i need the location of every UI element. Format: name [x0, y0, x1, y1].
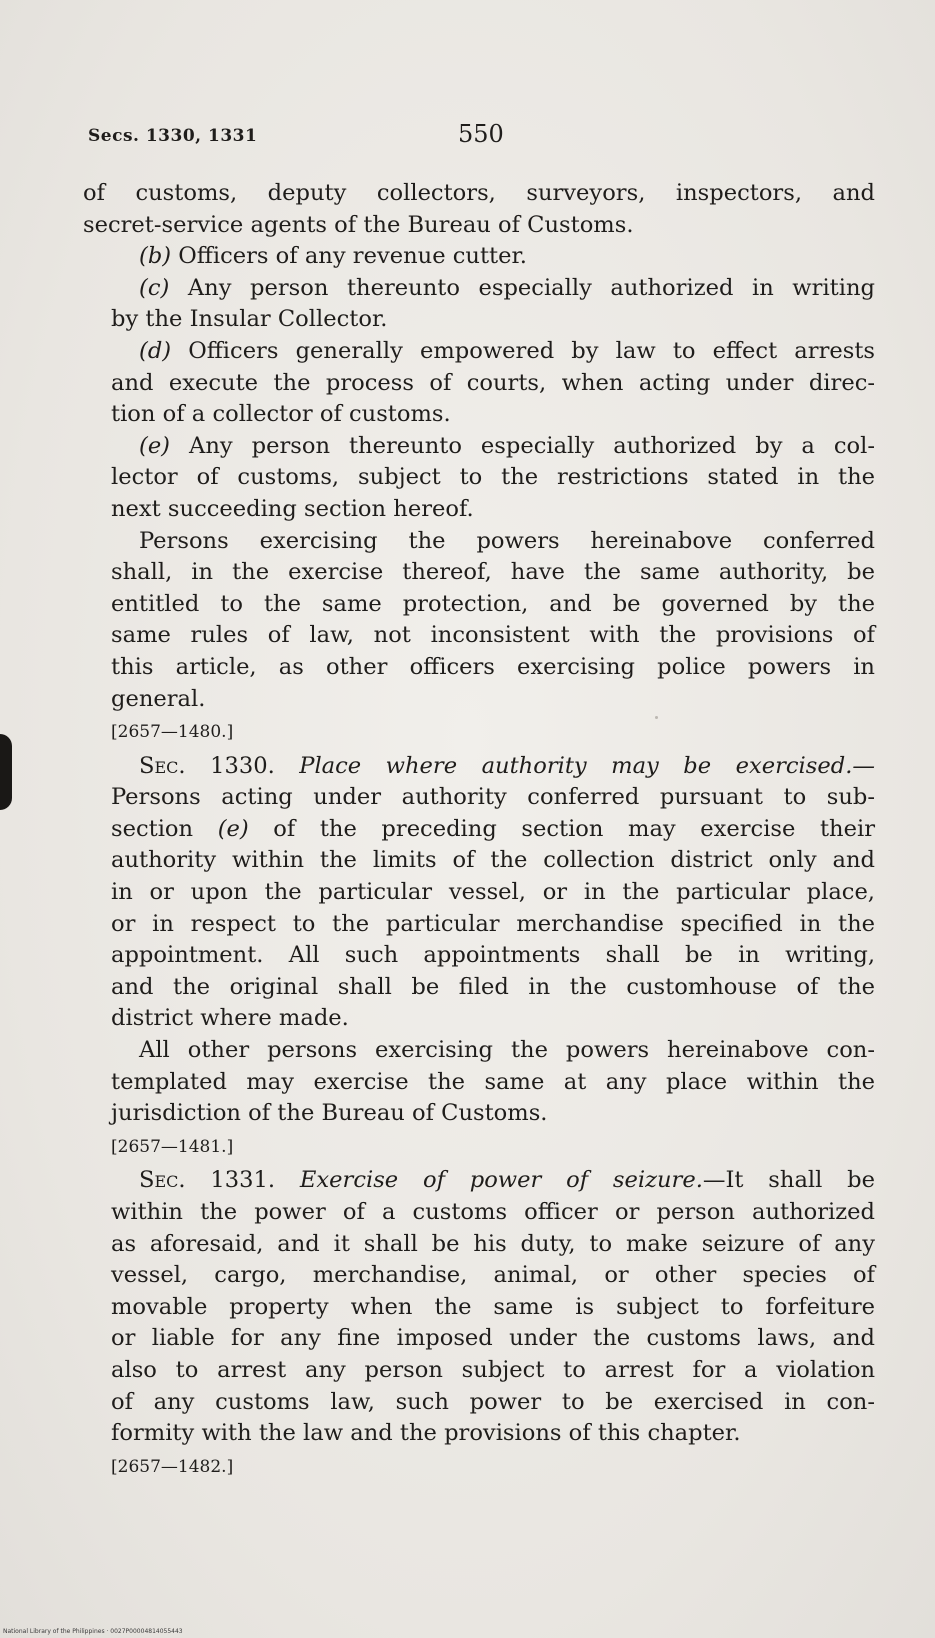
section-1330-heading — [83, 751, 875, 783]
text-line: secret-service agents of the Bureau of Customs. — [83, 211, 634, 238]
line-part: of the preceding section may exercise their — [273, 815, 876, 842]
text-line: in or upon the particular vessel, or in the particular place, — [111, 879, 875, 906]
text-line: by the Insular Collector. — [111, 306, 388, 333]
text-line: shall, in the exercise thereof, have the same authority, be — [111, 559, 875, 586]
paragraph-d — [83, 336, 875, 431]
paragraph-continuation — [83, 178, 875, 241]
text-line: this article, as other officers exercising police powers in — [111, 653, 875, 680]
text-line — [83, 814, 875, 846]
text-line: same rules of law, not inconsistent with the provisions of — [111, 622, 875, 649]
text-line: tion of a collector of customs. — [111, 401, 451, 428]
text-line: and execute the process of courts, when acting under direc- — [111, 369, 875, 396]
paragraph-persons-exercising — [83, 526, 875, 716]
text-line: next succeeding section hereof. — [111, 495, 474, 522]
paper-speck — [655, 716, 658, 719]
text-line: authority within the limits of the collection district only and — [111, 847, 875, 874]
text-line: jurisdiction of the Bureau of Customs. — [111, 1100, 548, 1127]
item-label-b: (b) — [139, 243, 172, 270]
citation-1482: [2657—1482.] — [111, 1456, 234, 1477]
text-line: as aforesaid, and it shall be his duty, to make seizure of any — [111, 1230, 875, 1257]
text-line: and the original shall be filed in the customhouse of the — [111, 973, 875, 1000]
text-line: Persons acting under authority conferred pursuant to sub- — [111, 784, 875, 811]
section-1330 — [83, 751, 875, 1035]
page-number: 550 — [458, 120, 504, 148]
page-body — [83, 178, 875, 1485]
sections-label: Secs. 1330, 1331 — [88, 126, 258, 146]
text-line: also to arrest any person subject to arrest for a violation — [111, 1356, 875, 1383]
subsection-ref: (e) — [217, 815, 249, 842]
item-text: Officers of any revenue cutter. — [178, 243, 527, 270]
citation-1480: [2657—1480.] — [111, 722, 234, 743]
text-line: or liable for any fine imposed under the customs laws, and — [111, 1325, 875, 1352]
text-line: general. — [111, 685, 206, 712]
page-header — [88, 122, 858, 152]
line-part: section — [111, 815, 194, 842]
text-line: All other persons exercising the powers hereinabove con- — [139, 1037, 875, 1064]
text-line: vessel, cargo, merchandise, animal, or other species of — [111, 1262, 875, 1289]
scan-edge-shadow — [0, 734, 12, 810]
heading-continuation: —It shall be — [702, 1167, 875, 1194]
text-line: entitled to the same protection, and be governed by the — [111, 590, 875, 617]
paragraph-e — [83, 431, 875, 526]
text-line: or in respect to the particular merchandise specified in the — [111, 910, 875, 937]
item-text: Any person thereunto especially authorized by a col- — [189, 432, 875, 459]
text-line — [83, 431, 875, 463]
text-line: of any customs law, such power to be exercised in con- — [111, 1388, 875, 1415]
sec-prefix: Sec. — [139, 1167, 186, 1194]
scan-footer: National Library of the Philippines · 0027P00004814055443 — [3, 1628, 183, 1635]
citation-1481: [2657—1481.] — [111, 1136, 234, 1157]
text-line: templated may exercise the same at any place within the — [111, 1068, 875, 1095]
section-number: 1330. — [210, 752, 275, 779]
text-line: of customs, deputy collectors, surveyors, inspectors, and — [83, 180, 875, 206]
text-line — [83, 336, 875, 368]
text-line: movable property when the same is subject to forfeiture — [111, 1293, 875, 1320]
paragraph-b — [83, 241, 875, 273]
item-text: Any person thereunto especially authorized in writing — [187, 274, 875, 301]
section-title: Exercise of power of seizure. — [299, 1167, 703, 1194]
section-1331 — [83, 1165, 875, 1449]
item-label-d: (d) — [139, 337, 172, 364]
sec-prefix: Sec. — [139, 752, 186, 779]
item-label-e: (e) — [139, 432, 171, 459]
section-number: 1331. — [210, 1167, 276, 1194]
text-line — [83, 273, 875, 305]
text-line: district where made. — [111, 1005, 349, 1032]
item-text: Officers generally empowered by law to effect arrests — [188, 337, 876, 364]
paragraph-all-other-persons — [83, 1035, 875, 1130]
text-line — [83, 241, 875, 273]
text-line: lector of customs, subject to the restrictions stated in the — [111, 464, 875, 491]
section-title: Place where authority may be exercised.— — [299, 752, 875, 779]
item-label-c: (c) — [139, 274, 170, 301]
text-line: formity with the law and the provisions of this chapter. — [111, 1420, 741, 1447]
text-line: Persons exercising the powers hereinabove conferred — [139, 527, 875, 554]
text-line: within the power of a customs officer or person authorized — [111, 1199, 875, 1225]
section-1331-heading — [83, 1165, 875, 1197]
paragraph-c — [83, 273, 875, 336]
text-line: appointment. All such appointments shall be in writing, — [111, 942, 875, 969]
